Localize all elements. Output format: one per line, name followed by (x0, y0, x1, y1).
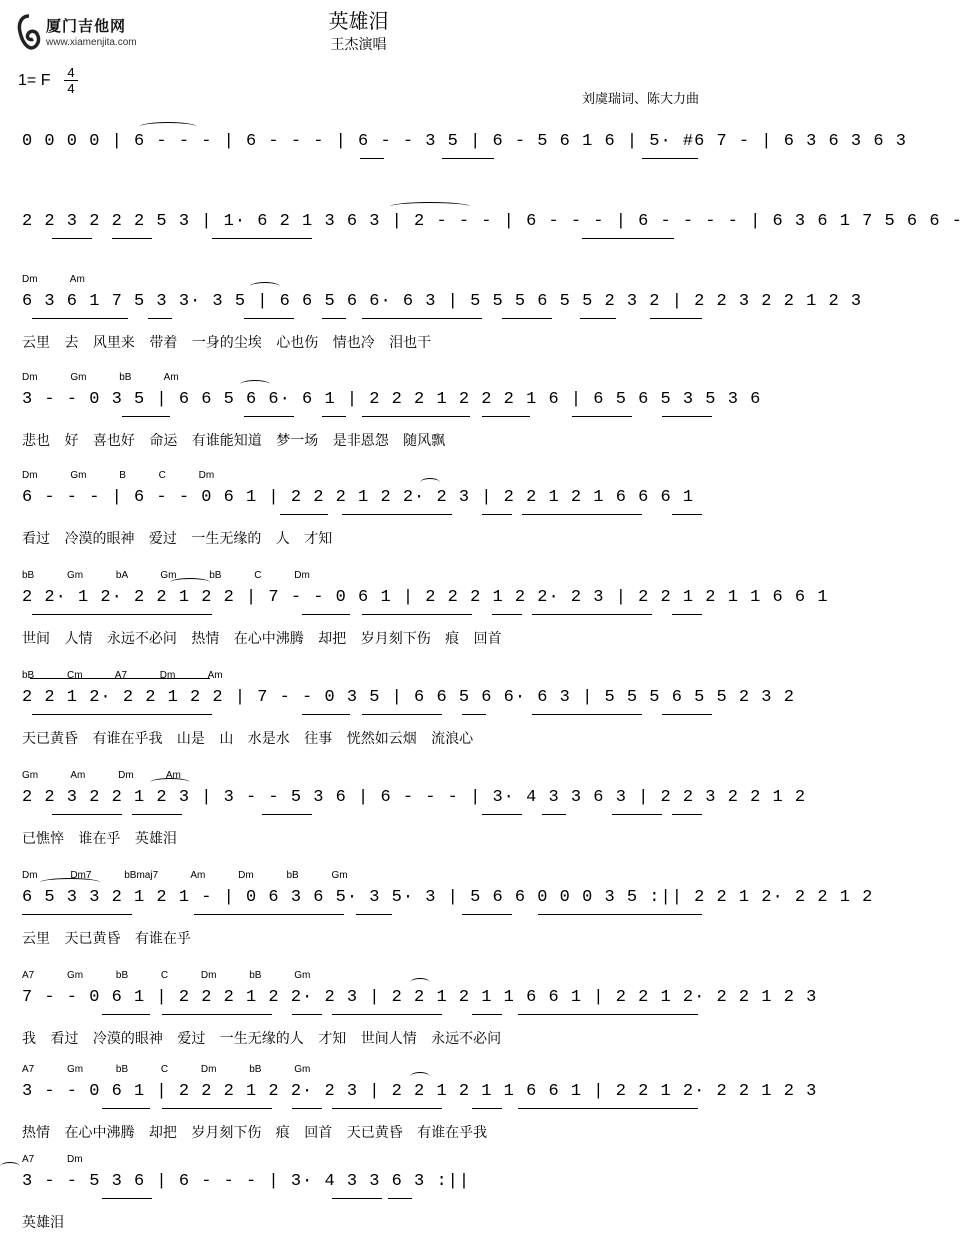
tie-mark (240, 380, 270, 389)
tie-mark (150, 778, 190, 787)
key-signature: 1= F (18, 72, 51, 89)
lyric-line: 已憔悴 谁在乎 英雄泪 (22, 831, 177, 847)
chord-line: bB Gm bA Gm bB C Dm (22, 570, 310, 581)
score-system (0, 368, 762, 478)
notation-line: 6 5 3 3 2 1 2 1 - | 0 6 3 6 5· 3 5· 3 | 5 6 6 0 0 0 3 5 :|| 2 2 1 2· 2 2 1 2 (22, 888, 874, 907)
notation-line: 3 - - 0 6 1 | 2 2 2 1 2 2· 2 3 | 2 2 1 2 1 1 6 6 1 | 2 2 1 2· 2 2 1 2 3 (22, 1082, 818, 1101)
notation-line: 7 - - 0 6 1 | 2 2 2 1 2 2· 2 3 | 2 2 1 2 1 1 6 6 1 | 2 2 1 2· 2 2 1 2 3 (22, 988, 818, 1007)
site-name: 厦门吉他网 (46, 17, 127, 35)
time-signature-top: 4 (67, 65, 75, 80)
beam-marks (22, 714, 705, 715)
chord-line: Dm Am (22, 274, 85, 285)
score-system (0, 1150, 717, 1260)
chord-line: Dm Gm bB Am (22, 372, 179, 383)
lyric-line: 英雄泪 (22, 1215, 64, 1231)
beam-marks (22, 158, 705, 159)
lyric-line: 我 看过 冷漠的眼神 爱过 一生无缘的人 才知 世间人情 永远不必问 (22, 1031, 502, 1047)
lyric-line: 悲也 好 喜也好 命运 有谁能知道 梦一场 是非恩怨 随风飘 (22, 433, 446, 449)
tie-mark (410, 1072, 430, 1081)
tie-mark (250, 282, 280, 291)
song-title: 英雄泪 (328, 11, 389, 33)
score-system (0, 766, 807, 876)
score-header (0, 0, 717, 110)
beam-marks (22, 914, 705, 915)
tie-mark (40, 878, 100, 887)
beam-marks (22, 814, 705, 815)
tie-mark (170, 578, 210, 587)
tie-mark (410, 978, 430, 987)
chord-line: Dm Dm7 bBmaj7 Am Dm bB Gm (22, 870, 348, 881)
lyric-line: 热情 在心中沸腾 却把 岁月刻下伤 痕 回首 天已黄昏 有谁在乎我 (22, 1125, 488, 1141)
tie-mark (140, 122, 196, 131)
lyric-line: 世间 人情 永远不必问 热情 在心中沸腾 却把 岁月刻下伤 痕 回首 (22, 631, 502, 647)
score-system (0, 866, 874, 976)
chord-line: Gm Am Dm Am (22, 770, 181, 781)
volta-bracket (30, 678, 210, 683)
beam-marks (22, 238, 705, 239)
song-singer: 王杰演唱 (330, 36, 387, 52)
notation-line: 2 2 3 2 2 2 5 3 | 1· 6 2 1 3 6 3 | 2 - - - | 6 - - - | 6 - - - - | 6 3 6 1 7 5 6 6 - (22, 212, 963, 231)
chord-line: bB Cm A7 Dm Am (22, 670, 223, 681)
tie-mark (390, 202, 470, 211)
notation-line: 2 2 1 2· 2 2 1 2 2 | 7 - - 0 3 5 | 6 6 5 6 6· 6 3 | 5 5 5 6 5 5 2 3 2 (22, 688, 795, 707)
chord-line: A7 Dm (22, 1154, 83, 1165)
lyric-line: 云里 天已黄昏 有谁在乎 (22, 931, 191, 947)
site-url: www.xiamenjita.com (46, 37, 137, 48)
notation-line: 0 0 0 0 | 6 - - - | 6 - - - | 6 - - 3 5 | 6 - 5 6 1 6 | 5· #6 7 - | 6 3 6 3 6 3 (22, 132, 907, 151)
beam-marks (22, 1014, 705, 1015)
score-system (0, 466, 717, 576)
beam-marks (22, 318, 705, 319)
notation-line: 6 3 6 1 7 5 3 3· 3 5 | 6 6 5 6 6· 6 3 | 5 5 5 6 5 5 2 3 2 | 2 2 3 2 2 1 2 3 (22, 292, 863, 311)
score-system (0, 270, 863, 380)
score-system (0, 666, 795, 776)
beam-marks (22, 416, 705, 417)
lyric-line: 看过 冷漠的眼神 爱过 一生无缘的 人 才知 (22, 531, 333, 547)
time-signature-bottom: 4 (67, 81, 75, 96)
time-signature (64, 66, 78, 95)
chord-line: Dm Gm B C Dm (22, 470, 215, 481)
beam-marks (22, 514, 705, 515)
beam-marks (22, 1108, 705, 1109)
chord-line: A7 Gm bB C Dm bB Gm (22, 970, 311, 981)
notation-line: 6 - - - | 6 - - 0 6 1 | 2 2 2 1 2 2· 2 3 | 2 2 1 2 1 6 6 6 1 (22, 488, 695, 507)
tie-mark (0, 1162, 20, 1171)
notation-line: 2 2· 1 2· 2 2 1 2 2 | 7 - - 0 6 1 | 2 2 2 1 2 2· 2 3 | 2 2 1 2 1 1 6 6 1 (22, 588, 829, 607)
song-credits: 刘虞瑞词、陈大力曲 (581, 91, 699, 106)
beam-marks (22, 1198, 705, 1199)
notation-line: 3 - - 0 3 5 | 6 6 5 6 6· 6 1 | 2 2 2 1 2 2 2 1 6 | 6 5 6 5 3 5 3 6 (22, 390, 762, 409)
chord-line: A7 Gm bB C Dm bB Gm (22, 1064, 311, 1075)
beam-marks (22, 614, 705, 615)
notation-line: 3 - - 5 3 6 | 6 - - - | 3· 4 3 3 6 3 :|| (22, 1172, 471, 1191)
lyric-line: 天已黄昏 有谁在乎我 山是 山 水是水 往事 恍然如云烟 流浪心 (22, 731, 474, 747)
lyric-line: 云里 去 风里来 带着 一身的尘埃 心也伤 情也冷 泪也干 (22, 335, 432, 351)
notation-line: 2 2 3 2 2 1 2 3 | 3 - - 5 3 6 | 6 - - - | 3· 4 3 3 6 3 | 2 2 3 2 2 1 2 (22, 788, 807, 807)
tie-mark (420, 478, 440, 487)
score-body (0, 110, 963, 1231)
score-system (0, 566, 829, 676)
